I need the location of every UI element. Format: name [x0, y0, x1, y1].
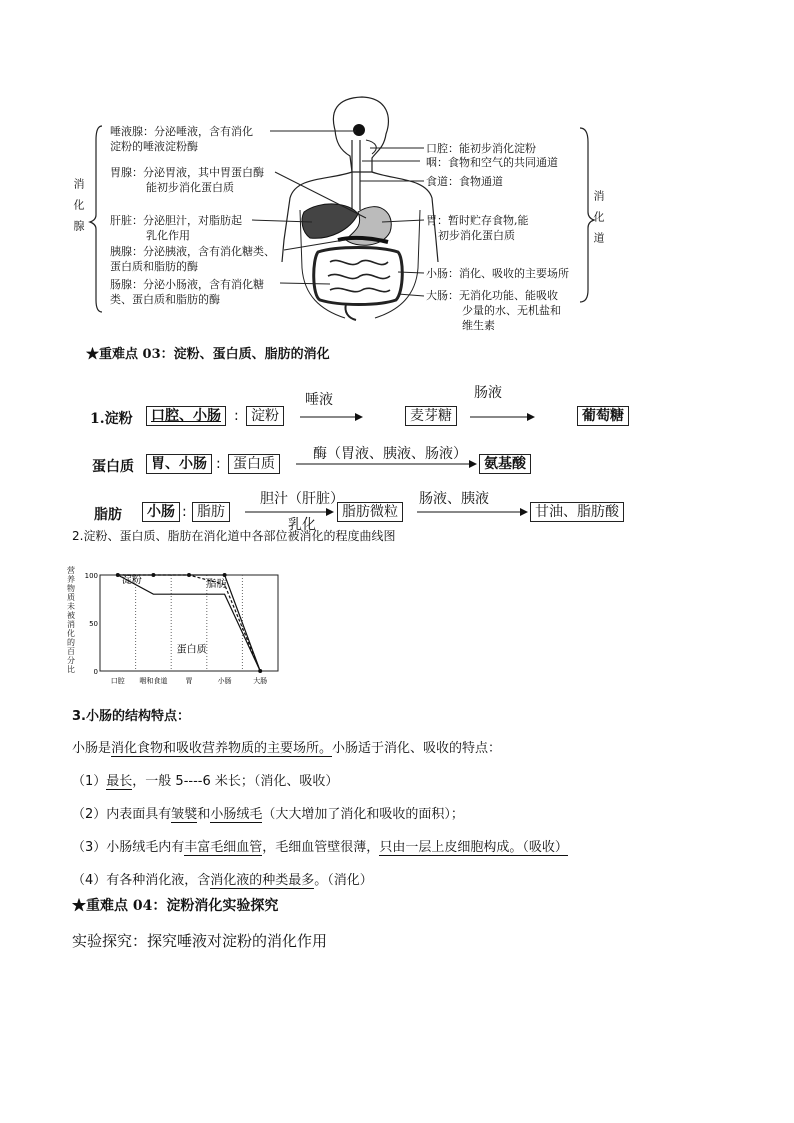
- gland-salivary: 唾液腺：分泌唾液，含有消化 淀粉的唾液淀粉酶: [110, 125, 253, 153]
- small-intestine-intro: 小肠是消化食物和吸收营养物质的主要场所。小肠适于消化、吸收的特点：: [72, 741, 502, 756]
- series-line: [118, 575, 260, 671]
- protein-amino-acids: 氨基酸: [479, 454, 531, 474]
- fat-colon: :: [182, 504, 187, 520]
- data-point: [223, 573, 227, 577]
- fat-droplets: 脂肪微粒: [337, 502, 403, 522]
- tract-mouth: 口腔：能初步消化淀粉: [426, 142, 536, 155]
- gland-intestinal: 肠腺：分泌小肠液，含有消化糖 类、蛋白质和脂肪的酶: [110, 278, 264, 306]
- tract-esophagus: 食道：食物通道: [426, 175, 503, 188]
- series-label: 脂肪: [206, 579, 227, 590]
- data-point: [258, 669, 262, 673]
- gland-gastric: 胃腺：分泌胃液，其中胃蛋白酶 能初步消化蛋白质: [110, 166, 264, 194]
- small-intestine-heading: 3.小肠的结构特点：: [72, 709, 190, 724]
- starch-enzyme-saliva: 唾液: [305, 392, 333, 408]
- starch-substrate: 淀粉: [246, 406, 284, 426]
- gland-liver: 肝脏：分泌胆汁，对脂肪起 乳化作用: [110, 214, 242, 242]
- feature-2: （2）内表面具有皱襞和小肠绒毛（大大增加了消化和吸收的面积）；: [72, 807, 464, 822]
- series-label: 蛋白质: [176, 644, 207, 656]
- protein-enzymes: 酶（胃液、胰液、肠液）: [313, 446, 467, 462]
- fat-label: 脂肪: [94, 507, 122, 523]
- protein-colon: :: [216, 456, 221, 472]
- gland-pancreas: 胰腺：分泌胰液，含有消化糖类、 蛋白质和脂肪的酶: [110, 245, 275, 273]
- fat-substrate: 脂肪: [192, 502, 230, 522]
- x-tick-label: 大肠: [253, 677, 268, 685]
- tract-large-intestine: 大肠：无消化功能、能吸收 少量的水、无机盐和 维生素: [426, 289, 561, 332]
- chart-plot: [66, 562, 286, 692]
- data-point: [116, 573, 120, 577]
- fat-emulsify-note: 乳化: [288, 517, 316, 533]
- series-line: [118, 575, 260, 671]
- chart-frame: [100, 575, 278, 671]
- y-tick-label: 0: [93, 668, 98, 676]
- series-line: [118, 575, 260, 671]
- starch-site: 口腔、小肠: [146, 406, 226, 426]
- protein-substrate: 蛋白质: [228, 454, 280, 474]
- experiment-text: 实验探究：探究唾液对淀粉的消化作用: [72, 932, 328, 950]
- tract-small-intestine: 小肠：消化、吸收的主要场所: [426, 267, 569, 280]
- x-tick-label: 小肠: [217, 677, 232, 685]
- starch-colon: :: [234, 408, 239, 424]
- series-label: 淀粉: [121, 575, 142, 586]
- protein-label: 蛋白质: [92, 459, 134, 475]
- y-tick-label: 100: [84, 572, 98, 580]
- data-point: [187, 573, 191, 577]
- starch-glucose: 葡萄糖: [577, 406, 629, 426]
- starch-enzyme-intestinal: 肠液: [474, 385, 502, 401]
- digestive-glands-label: 消化腺: [72, 178, 85, 241]
- feature-3: （3）小肠绒毛内有丰富毛细血管，毛细血管壁很薄，只由一层上皮细胞构成。（吸收）: [72, 840, 568, 855]
- fat-enzyme-bile: 胆汁（肝脏）: [260, 491, 344, 507]
- data-point: [151, 573, 155, 577]
- digestive-tract-label: 消化道: [592, 190, 605, 253]
- x-tick-label: 胃: [185, 677, 193, 685]
- fat-enzymes: 肠液、胰液: [419, 491, 489, 507]
- tract-stomach: 胃：暂时贮存食物,能 初步消化蛋白质: [426, 214, 529, 242]
- starch-maltose: 麦芽糖: [405, 406, 457, 426]
- tract-pharynx: 咽：食物和空气的共同通道: [426, 156, 558, 169]
- digestion-chart: [66, 562, 286, 692]
- x-tick-label: 口腔: [110, 677, 125, 685]
- y-tick-label: 50: [89, 620, 98, 628]
- fat-products: 甘油、脂肪酸: [530, 502, 624, 522]
- starch-label: 1.淀粉: [90, 411, 133, 427]
- protein-site: 胃、小肠: [146, 454, 212, 474]
- fat-site: 小肠: [142, 502, 180, 522]
- chart-caption: 2.淀粉、蛋白质、脂肪在消化道中各部位被消化的程度曲线图: [72, 529, 396, 543]
- feature-1: （1）最长，一般 5----6 米长；（消化、吸收）: [72, 774, 339, 789]
- section3-heading: ★重难点 03：淀粉、蛋白质、脂肪的消化: [86, 347, 330, 362]
- section4-heading: ★重难点 04：淀粉消化实验探究: [72, 898, 279, 914]
- x-tick-label: 咽和食道: [139, 677, 168, 685]
- chart-ylabel: 营养物质未被消化的百分比: [67, 566, 75, 674]
- feature-4: （4）有各种消化液，含消化液的种类最多。（消化）: [72, 873, 373, 888]
